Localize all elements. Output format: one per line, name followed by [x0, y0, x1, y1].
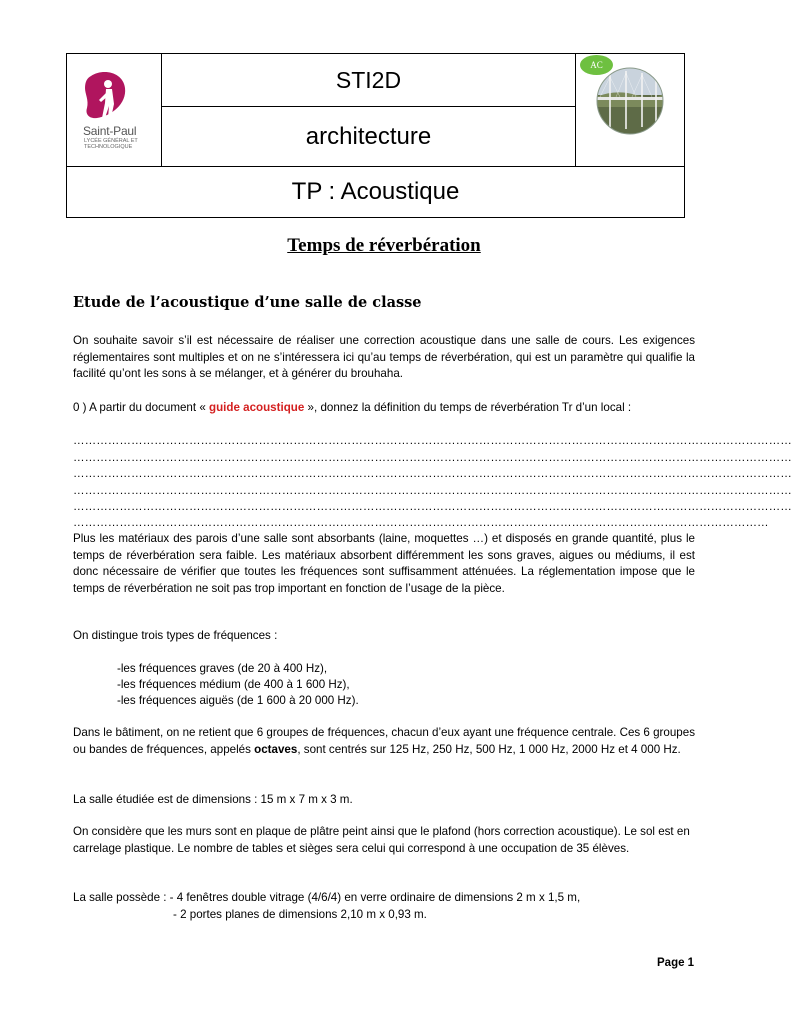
header-course: STI2D: [162, 54, 576, 107]
octaves-paragraph: Dans le bâtiment, on ne retient que 6 groupes de fréquences, chacun d’eux ayant une fréquence centrale. Ces 6 groupes ou bandes de fréquences, appelés octaves, sont centrés sur 125 Hz, 250 Hz, 500 Hz, 1 000 Hz, 2000 Hz et 4 000 Hz.: [73, 726, 695, 756]
answer-line[interactable]: ………………………………………………………………………………………………………………………………………………………………: [73, 516, 769, 529]
question-0: 0 ) A partir du document « guide acoustique », donnez la définition du temps de réverbération Tr d’un local :: [73, 401, 632, 414]
materials-paragraph: Plus les matériaux des parois d’une salle sont absorbants (laine, moquettes …) et disposés en grande quantité, plus le temps de réverbération sera faible. Les matériaux absorbent différemment les sons graves, aigues ou médiums, il est donc nécessaire de vérifier que toutes les fréquences sont suffisamment atténuées. La réglementation impose que le temps de réverbération ne soit pas trop important en fonction de l’usage de la pièce.: [73, 532, 695, 595]
answer-line[interactable]: ……………………………………………………………………………………………………………………………………………………………………: [73, 467, 792, 480]
room-materials: On considère que les murs sont en plaque de plâtre peint ainsi que le plafond (hors correction acoustique). Le sol est en carrelage plastique. Le nombre de tables et sièges sera celui qui correspond à une occupation de 35 élèves.: [73, 825, 690, 855]
room-dimensions: La salle étudiée est de dimensions : 15 m x 7 m x 3 m.: [73, 793, 353, 806]
guide-link[interactable]: guide acoustique: [208, 401, 305, 414]
header-table: [66, 53, 685, 218]
room-doors: - 2 portes planes de dimensions 2,10 m x 0,93 m.: [173, 908, 427, 921]
school-logo-cell: [67, 54, 162, 167]
freq-graves: -les fréquences graves (de 20 à 400 Hz),: [117, 662, 328, 675]
answer-line[interactable]: ……………………………………………………………………………………………………………………………………………………………………: [73, 500, 792, 513]
header-subject: architecture: [162, 107, 576, 167]
bridge-photo-icon: [596, 67, 664, 135]
ac-badge: AC: [580, 55, 613, 75]
answer-line[interactable]: ……………………………………………………………………………………………………………………………………………………………………: [73, 451, 792, 464]
page-title: Temps de réverbération: [287, 235, 481, 256]
freq-aigues: -les fréquences aiguës (de 1 600 à 20 000 Hz).: [117, 694, 359, 707]
page-number: Page 1: [657, 957, 695, 969]
answer-line[interactable]: ……………………………………………………………………………………………………………………………………………………………………: [73, 434, 792, 447]
school-name: Saint-Paul: [83, 124, 137, 138]
freq-medium: -les fréquences médium (de 400 à 1 600 Hz),: [117, 678, 350, 691]
room-windows: La salle possède : - 4 fenêtres double vitrage (4/6/4) en verre ordinaire de dimensions 2 m x 1,5 m,: [73, 891, 581, 904]
answer-line[interactable]: ……………………………………………………………………………………………………………………………………………………………………: [73, 484, 792, 497]
section-heading: Etude de l’acoustique d’une salle de classe: [73, 294, 422, 311]
school-logo-icon: [81, 70, 131, 122]
school-type: LYCÉE GÉNÉRAL ET TECHNOLOGIQUE: [84, 138, 138, 150]
intro-paragraph: On souhaite savoir s’il est nécessaire de réaliser une correction acoustique dans une salle de cours. Les exigences réglementaires sont multiples et on ne s’intéressera ici qu’au temps de réverbération, qui est un paramètre qui qualifie la facilité qu’ont les sons à se mélanger, et à générer du brouhaha.: [73, 334, 695, 381]
header-tp-title: TP : Acoustique: [291, 178, 460, 205]
frequencies-intro: On distingue trois types de fréquences :: [73, 629, 278, 642]
